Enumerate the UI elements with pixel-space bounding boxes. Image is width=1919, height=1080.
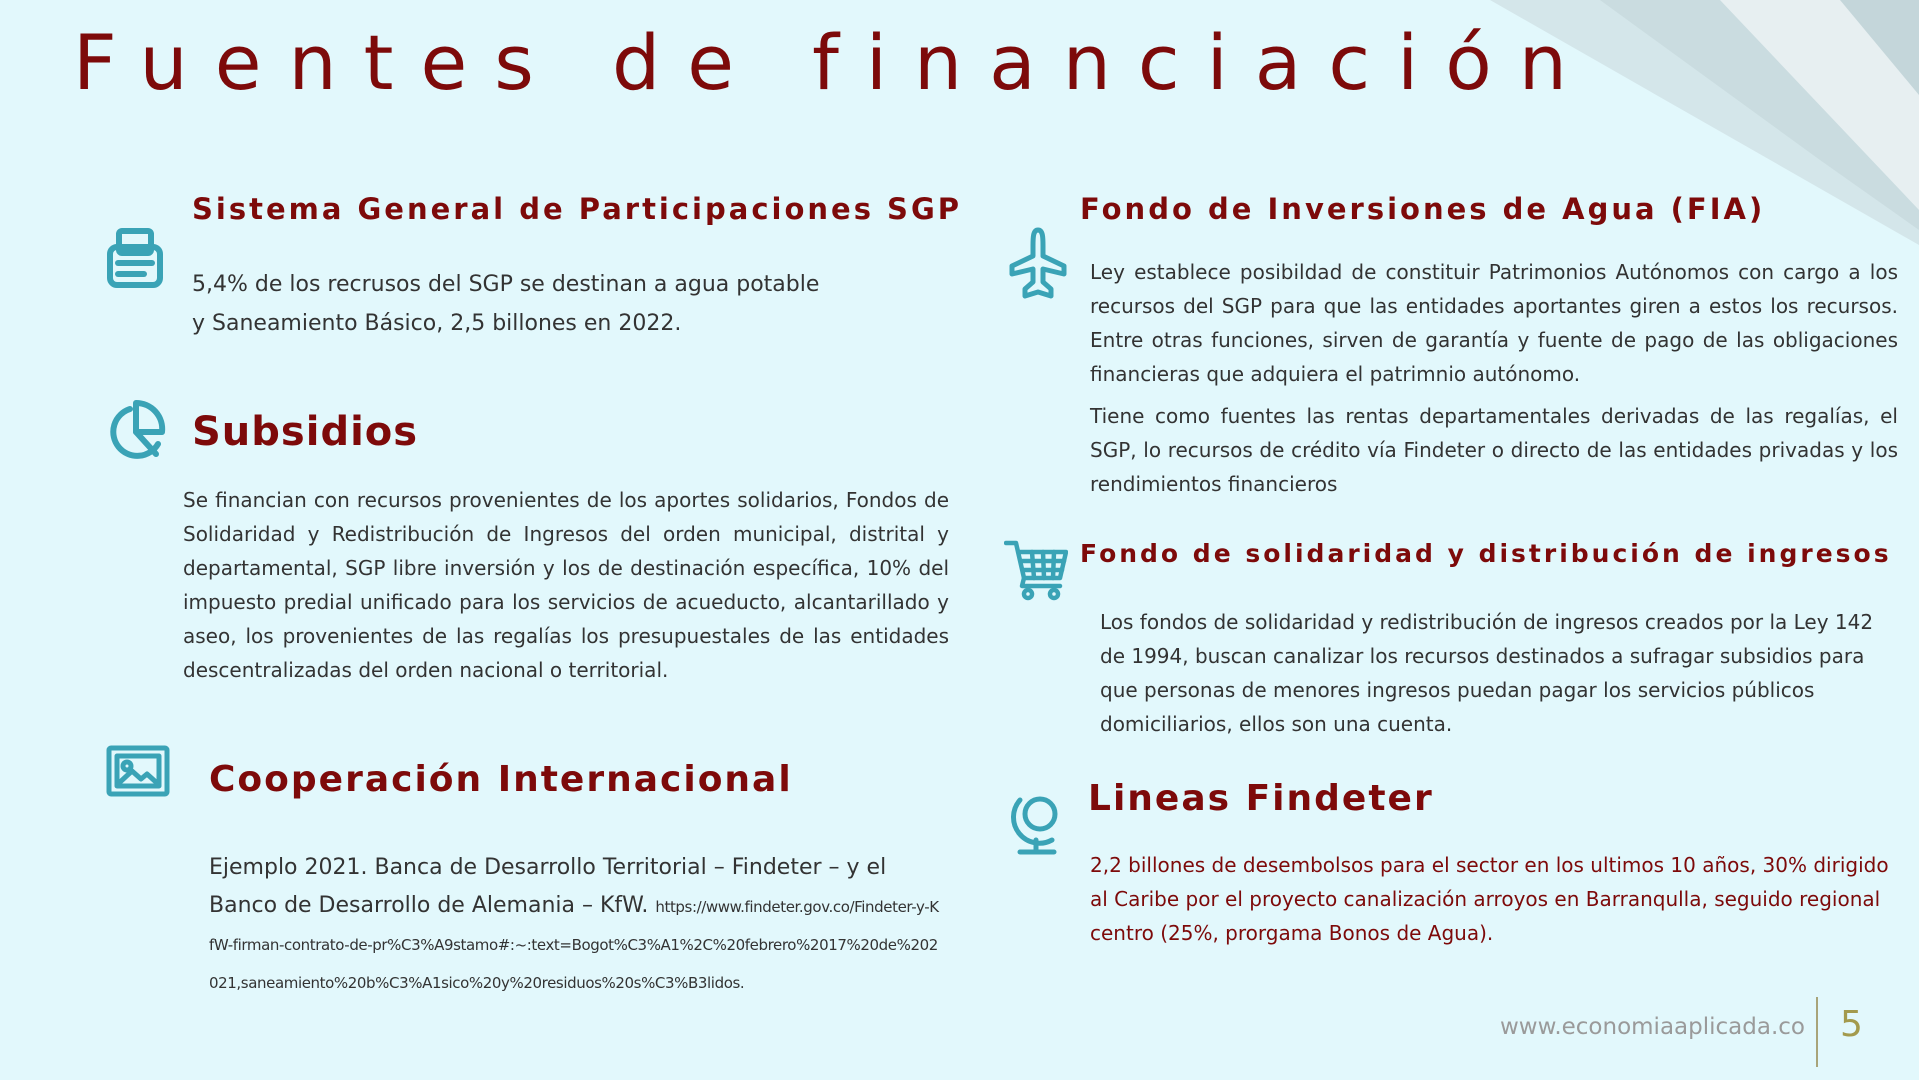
findeter-heading: Lineas Findeter [1088,778,1434,819]
fia-heading: Fondo de Inversiones de Agua (FIA) [1080,192,1766,226]
shopping-cart-icon [1004,538,1068,602]
footer-website[interactable]: www.economiaaplicada.co [1500,1014,1805,1040]
subsidios-heading: Subsidios [192,409,419,455]
printer-icon [106,227,164,289]
sgp-heading: Sistema General de Participaciones SGP [192,192,962,226]
fia-body-1: Ley establece posibildad de constituir Patrimonios Autónomos con cargo a los recursos del SGP para que las entidades aportantes giren a estos los recursos. Entre otras funciones, sirven de garantía y fuente de pago de las obligaciones financieras que adquiera el patrimnio autónomo. [1090,260,1898,386]
fia-body-2: Tiene como fuentes las rentas departamentales derivadas de las regalías, el SGP, lo recursos de crédito vía Findeter o directo de las entidades privadas y los rendimientos financieros [1090,404,1898,496]
subsidios-body: Se financian con recursos provenientes de los aportes solidarios, Fondos de Solidaridad y Redistribución de Ingresos del orden municipal, distrital y departamental, SGP libre inversión y los de destinación específica, 10% del impuesto predial unificado para los servicios de acueducto, alcantarillado y aseo, los provenientes de las regalías los presupuestales de las entidades descentralizadas del orden nacional o territorial. [183,488,949,682]
sgp-body: 5,4% de los recrusos del SGP se destinan a agua potable y Saneamiento Básico, 2,5 billones en 2022. [192,272,820,336]
globe-icon [1010,790,1066,856]
cooperacion-heading: Cooperación Internacional [209,759,793,800]
solidaridad-heading: Fondo de solidaridad y distribución de ingresos [1080,539,1892,568]
pie-chart-icon [106,399,166,467]
airplane-icon [1006,226,1070,300]
cooperacion-body [209,849,939,1001]
findeter-link[interactable]: https://www.findeter.gov.co/Findeter-y-KfW-firman-contrato-de-pr%C3%A9stamo#:~:text=Bogot%C3%A1%2C%20febrero%2017%20de%202021,saneamiento%20b%C3%A1sico%20y%20residuos%20s%C3%B3lidos. [209,898,939,992]
page-title: Fuentes de financiación [73,18,1594,107]
findeter-body: 2,2 billones de desembolsos para el sector en los ultimos 10 años, 30% dirigido al Caribe por el proyecto canalización arroyos en Barranqulla, seguido regional centro (25%, prorgama Bonos de Agua). [1090,853,1889,945]
solidaridad-body: Los fondos de solidaridad y redistribución de ingresos creados por la Ley 142 de 1994, buscan canalizar los recursos destinados a sufragar subsidios para que personas de menores ingresos puedan pagar los servicios públicos domiciliarios, ellos son una cuenta. [1100,610,1874,736]
page-number: 5 [1840,1004,1863,1045]
footer-divider [1816,997,1818,1067]
cooperacion-text: Ejemplo 2021. Banca de Desarrollo Territorial – Findeter – y el Banco de Desarrollo de Alemania – KfW. [209,855,887,918]
image-icon [106,745,170,797]
